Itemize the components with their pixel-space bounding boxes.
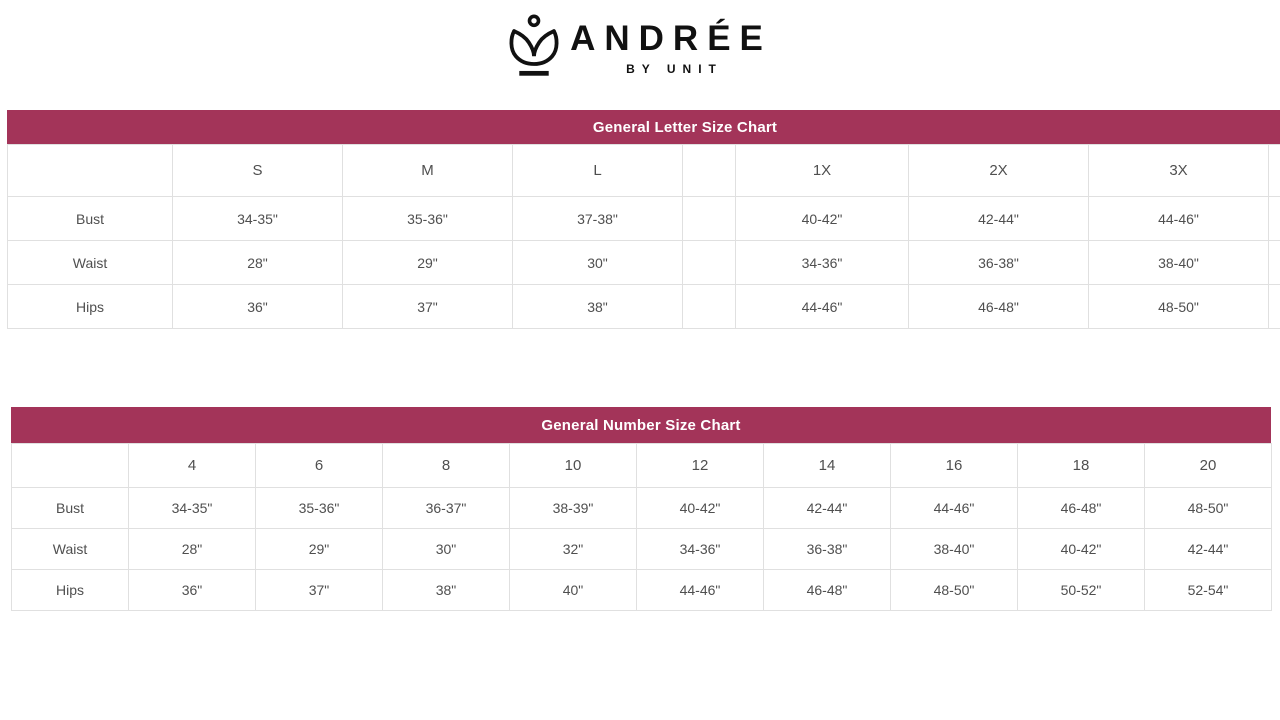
size-value-cell: 38" <box>513 285 683 329</box>
row-label: Hips <box>8 285 173 329</box>
column-header-20: 20 <box>1145 444 1272 488</box>
size-value-cell: 28" <box>173 241 343 285</box>
table-row-waist <box>8 241 1280 285</box>
empty-header-cell <box>8 145 173 197</box>
letter-size-table <box>7 110 1280 329</box>
size-value-cell: 38-39" <box>510 488 637 529</box>
size-value-cell: 46-48" <box>1018 488 1145 529</box>
size-value-cell: 42-44" <box>909 197 1089 241</box>
size-value-cell: 36-38" <box>909 241 1089 285</box>
size-value-cell: 38" <box>383 570 510 611</box>
size-value-cell: 48-50" <box>891 570 1018 611</box>
column-header-16: 16 <box>891 444 1018 488</box>
size-value-cell: 29" <box>256 529 383 570</box>
brand-name: ANDRÉE <box>570 19 772 58</box>
size-value-cell: 37-38" <box>513 197 683 241</box>
column-header-14: 14 <box>764 444 891 488</box>
empty-header-cell <box>1269 145 1280 197</box>
spacer-cell <box>683 285 736 329</box>
size-value-cell: 44-46" <box>637 570 764 611</box>
table-row-hips <box>12 570 1272 611</box>
size-value-cell: 44-46" <box>1089 197 1269 241</box>
spacer-cell <box>1269 241 1280 285</box>
row-label: Hips <box>12 570 129 611</box>
column-header-12: 12 <box>637 444 764 488</box>
size-value-cell: 44-46" <box>891 488 1018 529</box>
brand-tagline: BY UNIT <box>626 62 723 76</box>
size-value-cell: 44-46" <box>736 285 909 329</box>
column-header-10: 10 <box>510 444 637 488</box>
tulip-flower-icon <box>508 13 560 77</box>
size-value-cell: 36-37" <box>383 488 510 529</box>
empty-header-cell <box>683 145 736 197</box>
size-value-cell: 30" <box>383 529 510 570</box>
table-row-bust <box>12 488 1272 529</box>
size-value-cell: 40-42" <box>736 197 909 241</box>
column-header-3x: 3X <box>1089 145 1269 197</box>
spacer-cell <box>683 241 736 285</box>
size-value-cell: 42-44" <box>1145 529 1272 570</box>
size-value-cell: 40" <box>510 570 637 611</box>
size-value-cell: 34-36" <box>736 241 909 285</box>
size-value-cell: 35-36" <box>256 488 383 529</box>
size-value-cell: 42-44" <box>764 488 891 529</box>
size-value-cell: 36" <box>129 570 256 611</box>
size-value-cell: 52-54" <box>1145 570 1272 611</box>
spacer-cell <box>683 197 736 241</box>
size-value-cell: 48-50" <box>1089 285 1269 329</box>
size-value-cell: 36" <box>173 285 343 329</box>
column-header-m: M <box>343 145 513 197</box>
column-header-2x: 2X <box>909 145 1089 197</box>
size-value-cell: 37" <box>343 285 513 329</box>
size-value-cell: 34-35" <box>129 488 256 529</box>
size-value-cell: 46-48" <box>764 570 891 611</box>
table-title: General Number Size Chart <box>11 407 1271 443</box>
number-size-chart-table <box>11 443 1272 611</box>
letter-size-chart-table <box>7 144 1280 329</box>
row-label: Bust <box>8 197 173 241</box>
size-value-cell: 35-36" <box>343 197 513 241</box>
size-value-cell: 38-40" <box>1089 241 1269 285</box>
size-value-cell: 46-48" <box>909 285 1089 329</box>
table-row-hips <box>8 285 1280 329</box>
spacer-cell <box>1269 285 1280 329</box>
size-value-cell: 30" <box>513 241 683 285</box>
number-size-table <box>11 407 1271 611</box>
spacer-cell <box>1269 197 1280 241</box>
size-value-cell: 28" <box>129 529 256 570</box>
size-value-cell: 40-42" <box>1018 529 1145 570</box>
size-value-cell: 48-50" <box>1145 488 1272 529</box>
row-label: Bust <box>12 488 129 529</box>
size-value-cell: 34-35" <box>173 197 343 241</box>
column-header-18: 18 <box>1018 444 1145 488</box>
size-value-cell: 50-52" <box>1018 570 1145 611</box>
empty-header-cell <box>12 444 129 488</box>
size-value-cell: 32" <box>510 529 637 570</box>
column-header-s: S <box>173 145 343 197</box>
size-value-cell: 36-38" <box>764 529 891 570</box>
column-header-1x: 1X <box>736 145 909 197</box>
column-header-row <box>8 145 1280 197</box>
size-value-cell: 37" <box>256 570 383 611</box>
table-row-waist <box>12 529 1272 570</box>
page-header <box>0 0 1280 76</box>
size-value-cell: 34-36" <box>637 529 764 570</box>
column-header-4: 4 <box>129 444 256 488</box>
size-value-cell: 40-42" <box>637 488 764 529</box>
table-title: General Letter Size Chart <box>7 110 1280 144</box>
table-row-bust <box>8 197 1280 241</box>
column-header-row <box>12 444 1272 488</box>
size-value-cell: 38-40" <box>891 529 1018 570</box>
row-label: Waist <box>12 529 129 570</box>
brand-logo <box>508 13 772 77</box>
column-header-l: L <box>513 145 683 197</box>
column-header-6: 6 <box>256 444 383 488</box>
brand-wordmark <box>570 13 772 75</box>
size-value-cell: 29" <box>343 241 513 285</box>
row-label: Waist <box>8 241 173 285</box>
column-header-8: 8 <box>383 444 510 488</box>
